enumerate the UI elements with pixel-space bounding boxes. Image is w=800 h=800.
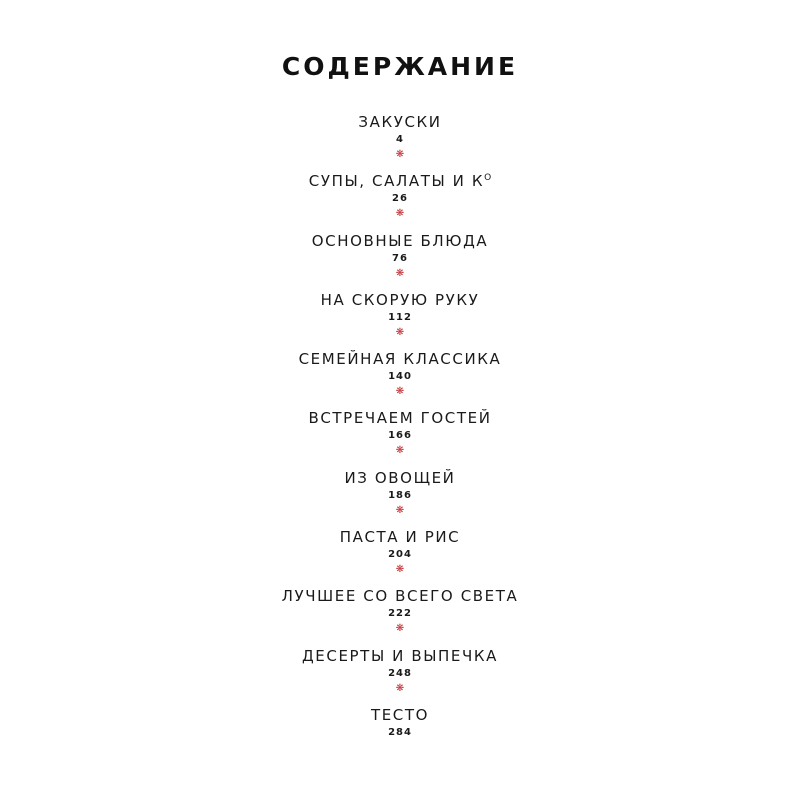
toc-list xyxy=(0,112,800,764)
toc-entry-label xyxy=(0,171,800,191)
toc-entry-label-text: ИЗ ОВОЩЕЙ xyxy=(344,468,456,487)
toc-entry-page-number: 284 xyxy=(388,726,412,738)
toc-entry-label xyxy=(0,290,800,310)
toc-entry-label-text: ТЕСТО xyxy=(370,705,430,724)
toc-entry xyxy=(0,468,800,527)
toc-entry-label xyxy=(0,586,800,606)
toc-entry-label xyxy=(0,408,800,428)
toc-entry xyxy=(0,349,800,408)
toc-entry-label-text: ВСТРЕЧАЕМ ГОСТЕЙ xyxy=(308,409,492,428)
toc-entry xyxy=(0,290,800,349)
toc-entry-label-text: ДЕСЕРТЫ И ВЫПЕЧКА xyxy=(301,646,499,665)
toc-entry-label xyxy=(0,468,800,488)
asterisk-separator-icon: ❋ xyxy=(395,208,405,220)
toc-entry-page-number: 204 xyxy=(388,549,412,561)
toc-entry-label xyxy=(0,231,800,251)
toc-entry xyxy=(0,408,800,467)
asterisk-separator-icon: ❋ xyxy=(395,326,405,338)
toc-entry-label-text: ЗАКУСКИ xyxy=(358,113,442,131)
asterisk-separator-icon: ❋ xyxy=(395,623,405,635)
toc-entry-page-number: 186 xyxy=(388,489,412,501)
toc-entry-label-text: СЕМЕЙНАЯ КЛАССИКА xyxy=(298,350,502,369)
toc-entry xyxy=(0,231,800,290)
asterisk-separator-icon: ❋ xyxy=(395,445,405,457)
toc-entry-page-number: 4 xyxy=(396,134,404,145)
toc-entry xyxy=(0,646,800,705)
asterisk-separator-icon: ❋ xyxy=(395,267,405,279)
toc-entry-label-text: СУПЫ, САЛАТЫ И К xyxy=(308,172,485,191)
toc-entry-page-number: 248 xyxy=(388,667,412,679)
asterisk-separator-icon: ❋ xyxy=(395,564,405,576)
toc-entry xyxy=(0,705,800,764)
toc-entry-superscript: О xyxy=(484,173,492,184)
toc-entry xyxy=(0,527,800,586)
toc-entry-page-number: 76 xyxy=(392,252,408,264)
toc-entry-label xyxy=(0,349,800,369)
page-title: СОДЕРЖАНИЕ xyxy=(281,52,519,81)
toc-entry-label xyxy=(0,112,800,132)
toc-entry xyxy=(0,586,800,645)
toc-entry xyxy=(0,171,800,230)
toc-entry-label-text: ОСНОВНЫЕ БЛЮДА xyxy=(311,231,489,250)
toc-entry xyxy=(0,112,800,171)
toc-entry-label-text: НА СКОРУЮ РУКУ xyxy=(320,290,480,309)
toc-entry-label-text: ПАСТА И РИС xyxy=(339,528,461,547)
toc-entry-label xyxy=(0,646,800,666)
toc-entry-label-text: ЛУЧШЕЕ СО ВСЕГО СВЕТА xyxy=(281,587,519,606)
asterisk-separator-icon: ❋ xyxy=(395,386,405,398)
asterisk-separator-icon: ❋ xyxy=(395,149,405,160)
asterisk-separator-icon: ❋ xyxy=(395,504,405,516)
asterisk-separator-icon: ❋ xyxy=(395,682,405,694)
toc-entry-page-number: 140 xyxy=(388,371,412,383)
toc-entry-label xyxy=(0,705,800,725)
toc-entry-label xyxy=(0,527,800,547)
toc-entry-page-number: 112 xyxy=(388,311,412,323)
toc-entry-page-number: 222 xyxy=(388,608,412,620)
toc-entry-page-number: 166 xyxy=(388,430,412,442)
toc-entry-page-number: 26 xyxy=(392,193,408,205)
